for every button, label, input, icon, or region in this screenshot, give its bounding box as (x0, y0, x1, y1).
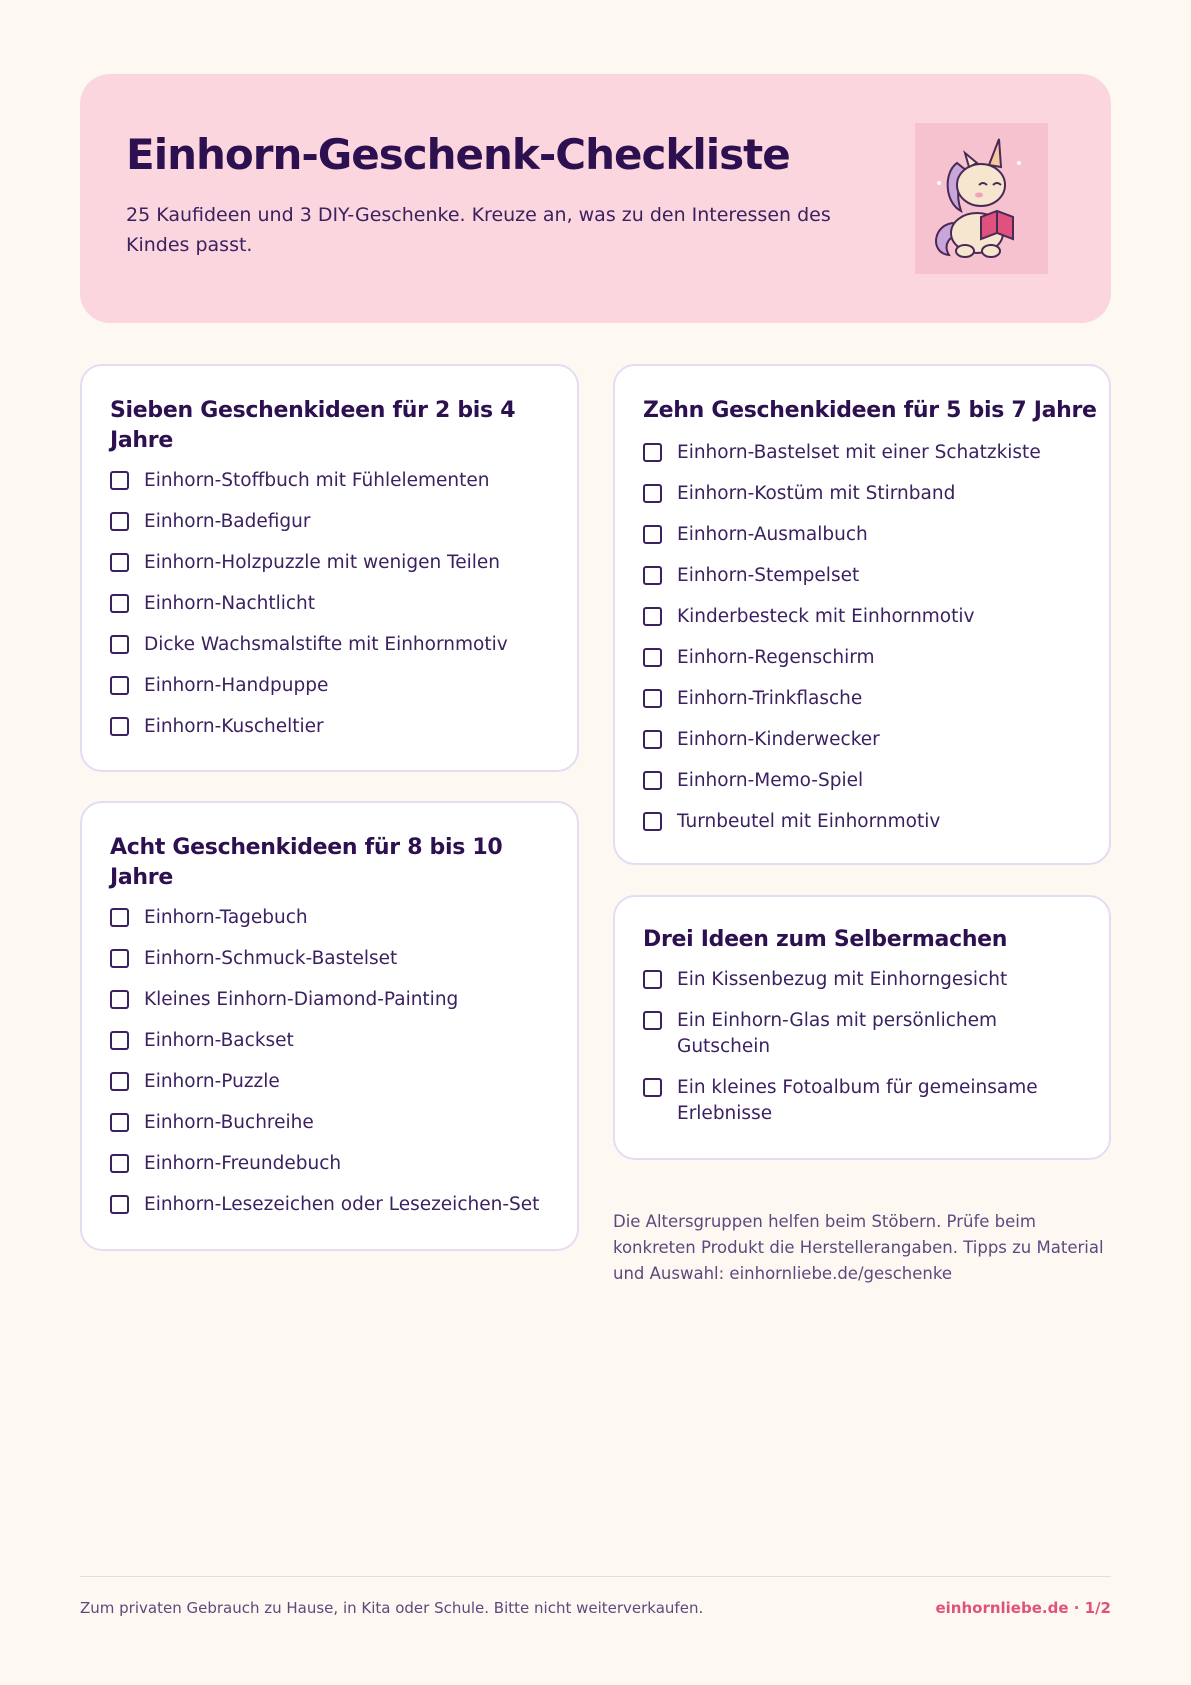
item-label: Einhorn-Holzpuzzle mit wenigen Teilen (144, 552, 500, 573)
list-item (110, 1151, 549, 1177)
list-item (110, 905, 549, 931)
checkbox[interactable] (110, 512, 129, 531)
item-label: Einhorn-Lesezeichen oder Lesezeichen-Set (144, 1194, 540, 1215)
checkbox[interactable] (110, 1154, 129, 1173)
footer-usage-note: Zum privaten Gebrauch zu Hause, in Kita oder Schule. Bitte nicht weiterverkaufen. (80, 1599, 704, 1617)
header-banner (80, 74, 1111, 323)
section-card-2-4 (80, 364, 579, 772)
checkbox[interactable] (110, 594, 129, 613)
checkbox[interactable] (643, 771, 662, 790)
list-item (643, 563, 1081, 589)
checkbox[interactable] (643, 607, 662, 626)
checkbox[interactable] (110, 1031, 129, 1050)
list-item (643, 522, 1081, 548)
item-label: Einhorn-Memo-Spiel (677, 770, 864, 791)
checkbox[interactable] (643, 1078, 662, 1097)
list-item (643, 481, 1081, 507)
item-label: Einhorn-Schmuck-Bastelset (144, 948, 398, 969)
list-item (643, 768, 1081, 794)
checkbox[interactable] (643, 443, 662, 462)
checkbox[interactable] (643, 648, 662, 667)
item-label: Einhorn-Tagebuch (144, 907, 308, 928)
item-label: Kleines Einhorn-Diamond-Painting (144, 989, 459, 1010)
checkbox[interactable] (643, 730, 662, 749)
item-label: Einhorn-Kostüm mit Stirnband (677, 483, 956, 504)
item-label: Einhorn-Kuscheltier (144, 716, 324, 737)
list-item (110, 1110, 549, 1136)
list-item (110, 987, 549, 1013)
list-item (643, 1008, 1081, 1060)
checkbox[interactable] (643, 970, 662, 989)
item-label: Ein Einhorn-Glas mit persönlichem Gutschein (677, 1010, 998, 1057)
checkbox[interactable] (110, 471, 129, 490)
item-label: Einhorn-Badefigur (144, 511, 311, 532)
page-title: Einhorn-Geschenk-Checkliste (126, 130, 790, 179)
section-title: Sieben Geschenkideen für 2 bis 4 Jahre (110, 398, 516, 453)
checkbox[interactable] (110, 635, 129, 654)
item-label: Einhorn-Stoffbuch mit Fühlelementen (144, 470, 490, 491)
footer-page-info: einhornliebe.de · 1/2 (935, 1599, 1111, 1617)
checklist (110, 468, 549, 740)
checkbox[interactable] (110, 717, 129, 736)
checklist (643, 440, 1081, 835)
list-item (643, 604, 1081, 630)
list-item (110, 1028, 549, 1054)
checklist (643, 967, 1081, 1127)
section-card-8-10 (80, 801, 579, 1251)
list-item (110, 673, 549, 699)
checkbox[interactable] (643, 525, 662, 544)
checkbox[interactable] (643, 812, 662, 831)
list-item (110, 946, 549, 972)
item-label: Einhorn-Stempelset (677, 565, 860, 586)
list-item (643, 967, 1081, 993)
checkbox[interactable] (110, 1072, 129, 1091)
item-label: Einhorn-Nachtlicht (144, 593, 316, 614)
checkbox[interactable] (643, 484, 662, 503)
section-title: Drei Ideen zum Selbermachen (643, 927, 1008, 952)
item-label: Einhorn-Bastelset mit einer Schatzkiste (677, 442, 1041, 463)
item-label: Einhorn-Buchreihe (144, 1112, 314, 1133)
checkbox[interactable] (643, 566, 662, 585)
item-label: Einhorn-Puzzle (144, 1071, 280, 1092)
item-label: Ein kleines Fotoalbum für gemeinsame Erlebnisse (677, 1077, 1038, 1124)
list-item (643, 440, 1081, 466)
checkbox[interactable] (110, 1113, 129, 1132)
item-label: Dicke Wachsmalstifte mit Einhornmotiv (144, 634, 508, 655)
item-label: Turnbeutel mit Einhornmotiv (677, 811, 941, 832)
list-item (110, 1192, 549, 1218)
footer-divider (80, 1576, 1111, 1577)
list-item (643, 1075, 1081, 1127)
list-item (110, 509, 549, 535)
unicorn-reading-book-icon (915, 123, 1048, 274)
item-label: Einhorn-Handpuppe (144, 675, 329, 696)
checklist (110, 905, 549, 1218)
list-item (643, 686, 1081, 712)
item-label: Einhorn-Freundebuch (144, 1153, 342, 1174)
checkbox[interactable] (110, 553, 129, 572)
section-title: Zehn Geschenkideen für 5 bis 7 Jahre (643, 398, 1097, 423)
item-label: Einhorn-Regenschirm (677, 647, 875, 668)
list-item (110, 550, 549, 576)
list-item (643, 645, 1081, 671)
item-label: Ein Kissenbezug mit Einhorngesicht (677, 969, 1008, 990)
info-note: Die Altersgruppen helfen beim Stöbern. Prüfe beim konkreten Produkt die Herstellerangaben. Tipps zu Material und Auswahl: einhornliebe.de/geschenke (613, 1212, 1104, 1283)
list-item (110, 468, 549, 494)
checkbox[interactable] (643, 689, 662, 708)
page-subtitle: 25 Kaufideen und 3 DIY-Geschenke. Kreuze an, was zu den Interessen des Kindes passt. (126, 204, 831, 256)
section-card-diy (613, 895, 1111, 1160)
list-item (110, 591, 549, 617)
item-label: Einhorn-Ausmalbuch (677, 524, 868, 545)
item-label: Einhorn-Kinderwecker (677, 729, 880, 750)
list-item (643, 727, 1081, 753)
item-label: Kinderbesteck mit Einhornmotiv (677, 606, 975, 627)
checkbox[interactable] (110, 676, 129, 695)
item-label: Einhorn-Backset (144, 1030, 294, 1051)
list-item (110, 632, 549, 658)
checkbox[interactable] (110, 990, 129, 1009)
checkbox[interactable] (110, 1195, 129, 1214)
checkbox[interactable] (110, 908, 129, 927)
item-label: Einhorn-Trinkflasche (677, 688, 863, 709)
list-item (110, 714, 549, 740)
checkbox[interactable] (110, 949, 129, 968)
list-item (110, 1069, 549, 1095)
section-title: Acht Geschenkideen für 8 bis 10 Jahre (110, 835, 503, 890)
checkbox[interactable] (643, 1011, 662, 1030)
list-item (643, 809, 1081, 835)
section-card-5-7 (613, 364, 1111, 865)
